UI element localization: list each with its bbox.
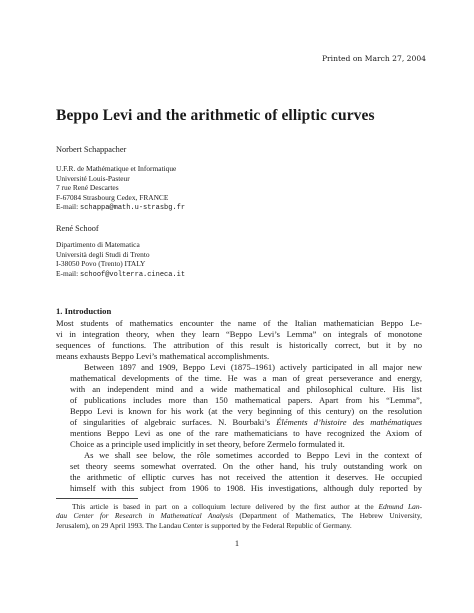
- text-line: Between 1897 and 1909, Beppo Levi (1875–1961) actively participated in all major new: [84, 362, 422, 372]
- text-line: set theory seems somewhat overrated. On the other hand, his truly outstanding work on: [70, 461, 422, 471]
- address-line: U.F.R. de Mathématique et Informatique: [56, 164, 177, 173]
- email-line: [56, 202, 185, 214]
- address-line: Dipartimento di Matematica: [56, 240, 140, 249]
- footnote-line: This article is based in part on a colloquium lecture delivered by the first author at the Edmund Lan-: [72, 502, 422, 511]
- author-name: René Schoof: [56, 224, 99, 233]
- author-address: [56, 240, 185, 280]
- footnote-line: Jerusalem), on 29 April 1993. The Landau Center is supported by the Federal Republic of Germany.: [56, 520, 352, 530]
- text-line: Most students of mathematics encounter the name of the Italian mathematician Beppo Le-: [56, 318, 422, 328]
- email-address[interactable]: schappa@math.u-strasbg.fr: [80, 204, 186, 213]
- paragraph: [56, 318, 422, 362]
- author-name: Norbert Schappacher: [56, 145, 127, 154]
- body-text: [56, 318, 422, 494]
- text-line: As we shall see below, the rôle sometimes accorded to Beppo Levi in the context of: [84, 450, 422, 460]
- address-line: 7 rue René Descartes: [56, 183, 119, 193]
- text-line: sequences of functions. The attribution of this result is historically correct, but it by no: [56, 340, 422, 350]
- print-date: Printed on March 27, 2004: [321, 54, 426, 63]
- footnote-line: dau Center for Research in Mathematical Analysis (Department of Mathematics, The Hebrew University,: [56, 511, 422, 521]
- email-label: E-mail:: [56, 202, 81, 212]
- paragraph: [56, 450, 422, 494]
- email-line: [56, 269, 185, 281]
- text-line: Choice as a principle used implicitly in set theory, before Zermelo formulated it.: [70, 439, 345, 449]
- address-line: Université Louis-Pasteur: [56, 173, 130, 183]
- text-line: mentions Beppo Levi as one of the rare mathematicians to have recognized the Axiom of: [70, 428, 422, 438]
- text-line: of singularities of algebraic surfaces. N. Bourbaki’s Éléments d’histoire des mathématiques: [70, 417, 422, 427]
- text-line: Beppo Levi is known for his work (at the very beginning of this century) on the resolution: [70, 406, 422, 416]
- text-line: vi in integration theory, when they learn “Beppo Levi’s Lemma” on integrals of monotone: [56, 329, 422, 339]
- paper-title: Beppo Levi and the arithmetic of elliptic curves: [56, 107, 375, 124]
- email-address[interactable]: schoof@volterra.cineca.it: [80, 270, 186, 279]
- text-line: of publications includes more than 150 mathematical papers. Apart from his “Lemma”,: [70, 395, 422, 405]
- text-line: the arithmetic of elliptic curves has not received the attention it deserves. He occupied: [70, 472, 422, 482]
- text-line: with an independent mind and a wide mathematical and philosophical culture. His list: [70, 384, 422, 394]
- address-line: Università degli Studi di Trento: [56, 249, 150, 259]
- email-label: E-mail:: [56, 268, 81, 278]
- author-address: [56, 164, 185, 214]
- footnote: [56, 502, 422, 530]
- page-number: 1: [234, 539, 240, 548]
- section-heading: 1. Introduction: [56, 306, 112, 316]
- address-line: I-38050 Povo (Trento) ITALY: [56, 259, 146, 269]
- address-line: F-67084 Strasbourg Cedex, FRANCE: [56, 192, 169, 202]
- text-line: himself with this subject from 1906 to 1908. His investigations, although duly reported by: [70, 483, 422, 493]
- paragraph: [56, 362, 422, 450]
- text-line: mathematical developments of the time. He was a man of great perseverance and energy,: [70, 373, 422, 383]
- text-line: means exhausts Beppo Levi’s mathematical accomplishments.: [56, 351, 270, 361]
- footnote-rule: [56, 498, 138, 499]
